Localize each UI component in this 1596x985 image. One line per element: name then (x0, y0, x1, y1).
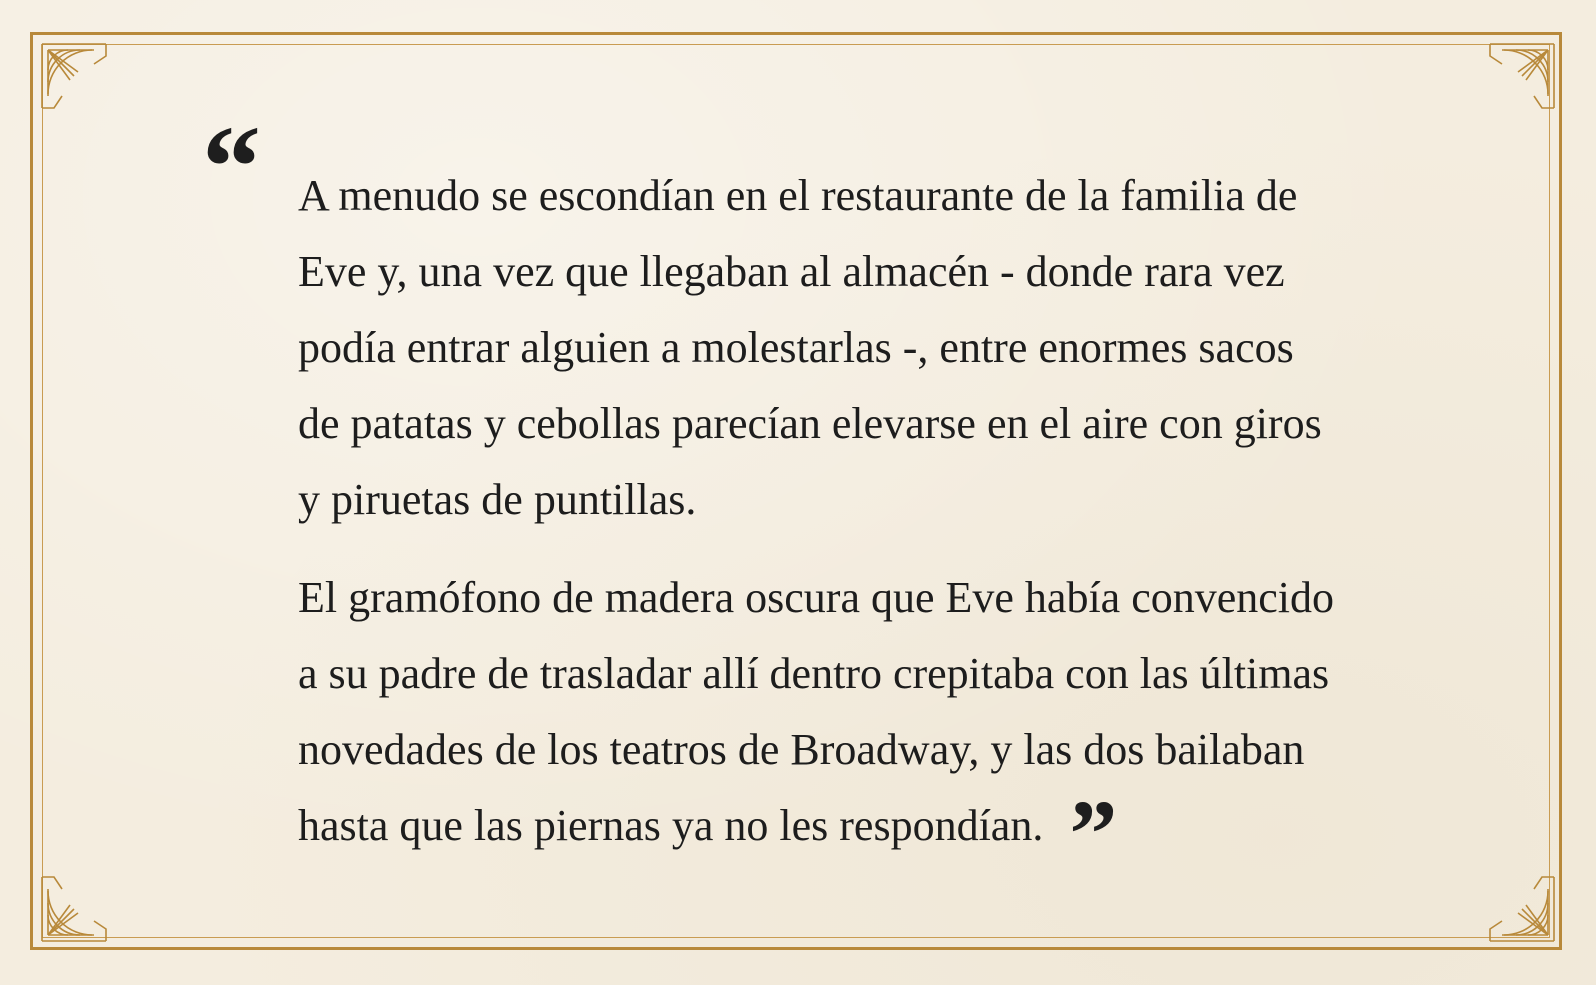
quote-line: de patatas y cebollas parecían elevarse en el aire con giros (298, 399, 1322, 448)
quote-line: a su padre de trasladar allí dentro crepitaba con las últimas (298, 649, 1330, 698)
quote-line: Eve y, una vez que llegaban al almacén - donde rara vez (298, 247, 1285, 296)
art-deco-corner-ornament-bottom-right (1482, 869, 1562, 949)
art-deco-corner-ornament-top-right (1482, 36, 1562, 116)
quote-line: novedades de los teatros de Broadway, y las dos bailaban (298, 725, 1305, 774)
quote-line-last (298, 780, 1398, 887)
opening-quote-mark: “ (202, 101, 261, 232)
quote-line: podía entrar alguien a molestarlas -, entre enormes sacos (298, 323, 1294, 372)
closing-quote-mark: ” (1069, 780, 1118, 887)
quote-line: y piruetas de puntillas. (298, 475, 697, 524)
art-deco-corner-ornament-top-left (34, 36, 114, 116)
quote-line: El gramófono de madera oscura que Eve había convencido (298, 573, 1335, 622)
quote-text (298, 158, 1398, 887)
art-deco-corner-ornament-bottom-left (34, 869, 114, 949)
quote-paragraph-1 (298, 158, 1398, 538)
quote-line: A menudo se escondían en el restaurante de la familia de (298, 171, 1298, 220)
quote-paragraph-2 (298, 560, 1398, 887)
quote-line-last-text: hasta que las piernas ya no les respondían. (298, 801, 1044, 850)
